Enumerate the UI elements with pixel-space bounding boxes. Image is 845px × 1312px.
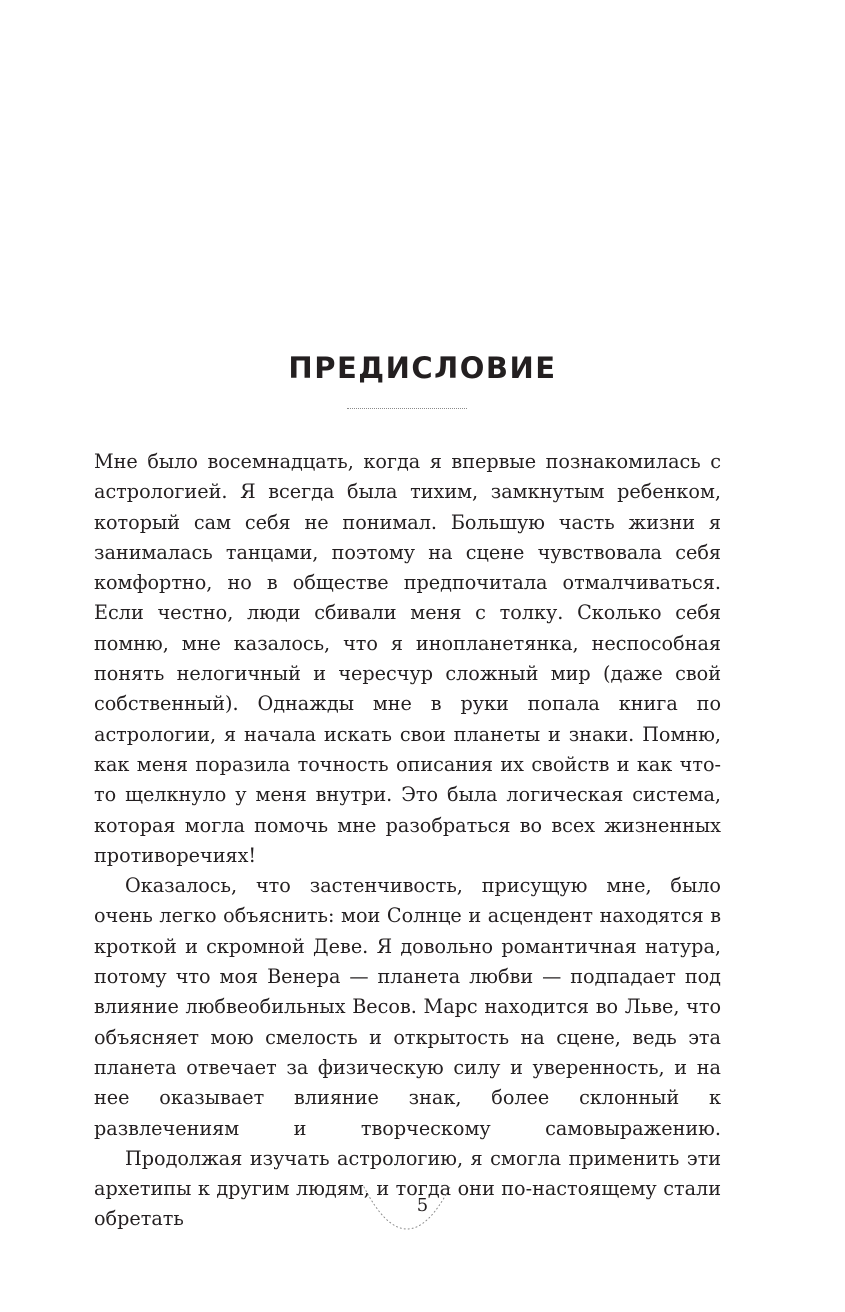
chapter-title: ПРЕДИСЛОВИЕ xyxy=(288,351,557,385)
page-number: 5 xyxy=(416,1195,429,1216)
paragraph-2: Оказалось, что застенчивость, присущую мне, было очень легко объяснить: мои Солнце и асцендент находятся в кроткой и скромной Деве. Я довольно романтичная натура, потому что моя Венера — планета любви — подпадает под влияние любвеобильных Весов. Марс находится во Льве, что объясняет мою смелость и открытость на сцене, ведь эта планета отвечает за физическую силу и уверенность, и на нее оказывает влияние знак, более склонный к развлечениям и творческому самовыражению. xyxy=(94,874,721,1140)
paragraph-3: Продолжая изучать астрологию, я смогла применить эти архетипы к другим людям, и тогда они по-настоящему стали обретать xyxy=(94,1146,721,1231)
paragraph-1: Мне было восемнадцать, когда я впервые познакомилась с астрологией. Я всегда была тихим, замкнутым ребенком, который сам себя не понимал. Большую часть жизни я занималась танцами, поэтому на сцене чувствовала себя комфортно, но в обществе предпочитала отмалчиваться. Если честно, люди сбивали меня с толку. Сколько себя помню, мне казалось, что я инопланетянка, неспособная понять нелогичный и чересчур сложный мир (даже свой собственный). Однажды мне в руки попала книга по астрологии, я начала искать свои планеты и знаки. Помню, как меня поразила точность описания их свойств и как что-то щелкнуло у меня внутри. Это была логическая система, которая могла помочь мне разобраться во всех жизненных противоречиях! xyxy=(94,450,721,867)
title-dotted-divider xyxy=(347,408,467,409)
chapter-body xyxy=(94,447,721,1235)
